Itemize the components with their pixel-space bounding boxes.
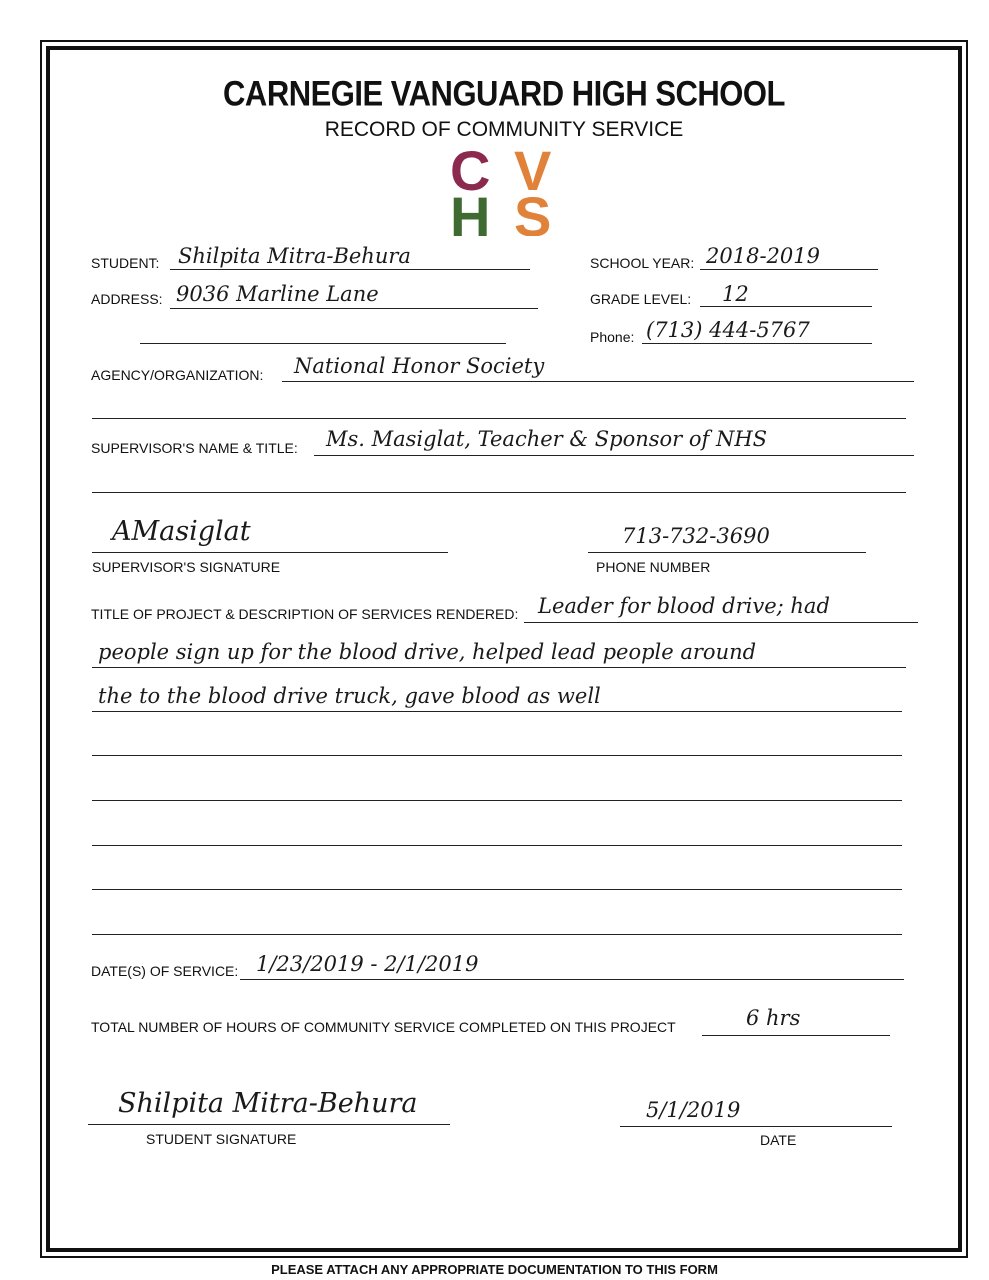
supervisor-signature-line <box>92 552 448 553</box>
address-label: ADDRESS: <box>91 291 163 307</box>
dates-label: DATE(S) OF SERVICE: <box>91 963 239 979</box>
cvhs-logo <box>450 146 586 236</box>
agency-value[interactable]: National Honor Society <box>294 354 545 378</box>
grade-level-line <box>700 306 872 307</box>
grade-level-value[interactable]: 12 <box>722 282 749 306</box>
student-signature-label: STUDENT SIGNATURE <box>146 1131 297 1147</box>
form-title: RECORD OF COMMUNITY SERVICE <box>324 118 684 141</box>
school-year-value[interactable]: 2018-2019 <box>706 244 820 268</box>
student-signature[interactable]: Shilpita Mitra-Behura <box>118 1088 418 1119</box>
student-value[interactable]: Shilpita Mitra-Behura <box>178 244 411 268</box>
footer-note: PLEASE ATTACH ANY APPROPRIATE DOCUMENTATION TO THIS FORM <box>271 1262 718 1277</box>
project-line-4 <box>92 755 902 756</box>
project-line-6 <box>92 845 902 846</box>
supervisor-signature-label: SUPERVISOR'S SIGNATURE <box>92 559 281 575</box>
phone-value[interactable]: (713) 444-5767 <box>646 318 810 342</box>
date-value[interactable]: 5/1/2019 <box>646 1098 741 1122</box>
address-line-2 <box>140 343 506 344</box>
date-line <box>620 1126 892 1127</box>
supervisor-label: SUPERVISOR'S NAME & TITLE: <box>91 440 298 456</box>
project-line-5 <box>92 800 902 801</box>
project-text-line-3[interactable]: the to the blood drive truck, gave blood as well <box>98 684 601 708</box>
student-signature-line <box>88 1124 450 1125</box>
date-label: DATE <box>760 1132 797 1148</box>
project-label: TITLE OF PROJECT & DESCRIPTION OF SERVICES RENDERED: <box>91 606 519 622</box>
project-line-1 <box>524 622 918 623</box>
agency-label: AGENCY/ORGANIZATION: <box>91 367 264 383</box>
svg-text:C: C <box>450 146 491 202</box>
project-text-line-2[interactable]: people sign up for the blood drive, helped lead people around <box>98 640 757 664</box>
address-value[interactable]: 9036 Marline Lane <box>176 282 379 306</box>
phone-label: Phone: <box>590 329 635 345</box>
svg-text:S: S <box>514 185 552 236</box>
agency-line <box>282 381 914 382</box>
school-name: CARNEGIE VANGUARD HIGH SCHOOL <box>223 73 785 114</box>
address-line <box>170 308 538 309</box>
supervisor-line-2 <box>92 492 906 493</box>
project-line-3 <box>92 711 902 712</box>
supervisor-signature[interactable]: AMasiglat <box>112 516 251 547</box>
school-year-line <box>700 269 878 270</box>
project-line-8 <box>92 934 902 935</box>
hours-label: TOTAL NUMBER OF HOURS OF COMMUNITY SERVICE COMPLETED ON THIS PROJECT <box>91 1019 676 1035</box>
svg-text:V: V <box>514 146 552 202</box>
hours-value[interactable]: 6 hrs <box>746 1006 801 1030</box>
dates-line <box>240 979 904 980</box>
project-text-line-1[interactable]: Leader for blood drive; had <box>538 594 830 618</box>
hours-line <box>702 1035 890 1036</box>
student-label: STUDENT: <box>91 255 160 271</box>
phone-number-label: PHONE NUMBER <box>596 559 711 575</box>
phone-number-line <box>588 552 866 553</box>
phone-line <box>642 343 872 344</box>
grade-level-label: GRADE LEVEL: <box>590 291 692 307</box>
supervisor-value[interactable]: Ms. Masiglat, Teacher & Sponsor of NHS <box>326 427 768 451</box>
svg-text:H: H <box>450 185 491 236</box>
phone-number-value[interactable]: 713-732-3690 <box>622 524 770 548</box>
agency-line-2 <box>92 418 906 419</box>
school-year-label: SCHOOL YEAR: <box>590 255 695 271</box>
project-line-7 <box>92 889 902 890</box>
project-line-2 <box>92 667 906 668</box>
supervisor-line <box>314 455 914 456</box>
student-line <box>170 269 530 270</box>
dates-value[interactable]: 1/23/2019 - 2/1/2019 <box>256 952 479 976</box>
